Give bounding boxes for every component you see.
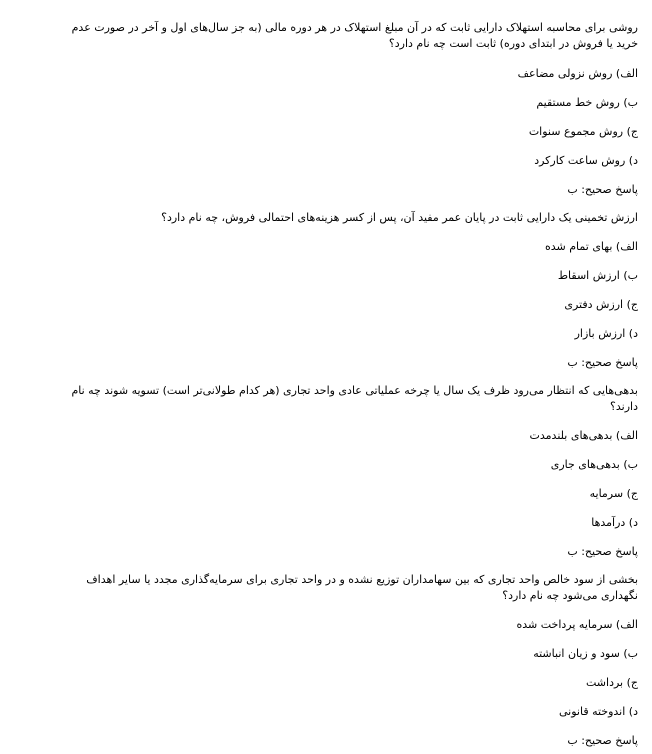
option-d: د) اندوخته قانونی <box>559 705 638 718</box>
option-a: الف) سرمایه پرداخت شده <box>516 618 638 631</box>
question-block-4 <box>66 572 638 749</box>
document-page <box>66 6 638 749</box>
option-d: د) درآمدها <box>591 516 638 529</box>
option-b: ب) بدهی‌های جاری <box>550 458 638 471</box>
answer-text: پاسخ صحیح: ب <box>567 183 638 196</box>
question-text: بخشی از سود خالص واحد تجاری که بین سهامداران توزیع نشده و در واحد تجاری برای سرمایه‌گذاری مجدد یا سایر اهداف نگهداری می‌شود چه نام دارد؟ <box>86 573 638 602</box>
option-a: الف) بدهی‌های بلندمدت <box>529 429 638 442</box>
option-c: ج) سرمایه <box>589 487 638 500</box>
question-text: بدهی‌هایی که انتظار می‌رود ظرف یک سال یا چرخه عملیاتی عادی واحد تجاری (هر کدام طولانی‌تر است) تسویه شوند چه نام دارند؟ <box>71 384 638 413</box>
question-block-2 <box>66 210 638 371</box>
question-block-3 <box>66 383 638 560</box>
option-d: د) روش ساعت کارکرد <box>534 154 638 167</box>
answer-text: پاسخ صحیح: ب <box>567 734 638 747</box>
option-b: ب) روش خط مستقیم <box>536 96 638 109</box>
question-text: روشی برای محاسبه استهلاک دارایی ثابت که در آن مبلغ استهلاک در هر دوره مالی (به جز سال‌های اول و آخر در صورت عدم خرید یا فروش در ابتدای دوره) ثابت است چه نام دارد؟ <box>71 21 638 50</box>
option-d: د) ارزش بازار <box>574 327 638 340</box>
option-b: ب) سود و زیان انباشته <box>533 647 638 660</box>
answer-text: پاسخ صحیح: ب <box>567 356 638 369</box>
answer-text: پاسخ صحیح: ب <box>567 545 638 558</box>
option-c: ج) ارزش دفتری <box>564 298 638 311</box>
question-text: ارزش تخمینی یک دارایی ثابت در پایان عمر مفید آن، پس از کسر هزینه‌های احتمالی فروش، چه نام دارد؟ <box>161 211 638 224</box>
option-a: الف) روش نزولی مضاعف <box>517 67 638 80</box>
option-a: الف) بهای تمام شده <box>544 240 638 253</box>
option-b: ب) ارزش اسقاط <box>557 269 638 282</box>
question-block-1 <box>66 20 638 198</box>
option-c: ج) روش مجموع سنوات <box>528 125 638 138</box>
option-c: ج) برداشت <box>586 676 638 689</box>
